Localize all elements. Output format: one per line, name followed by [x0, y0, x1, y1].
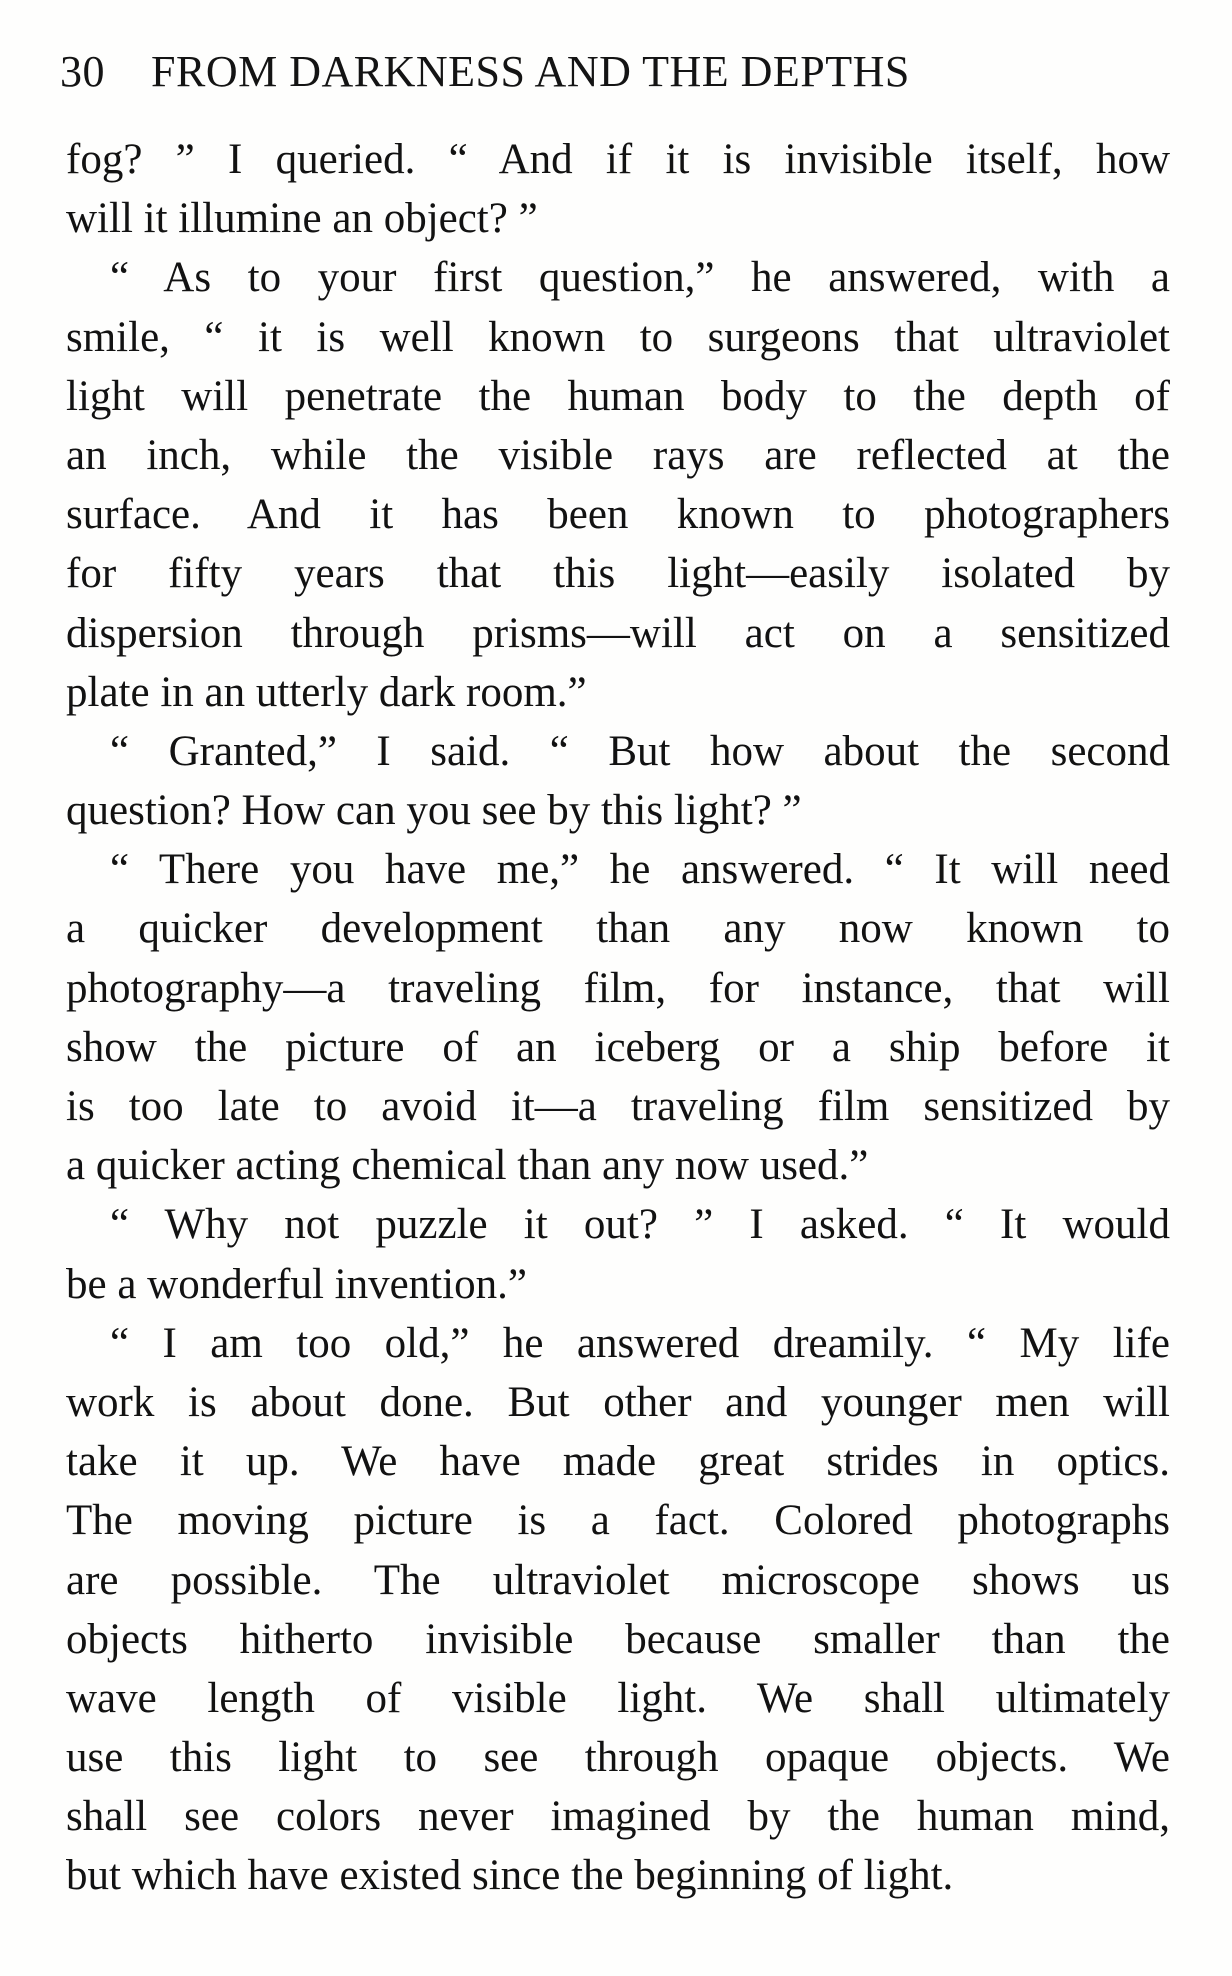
text-line: an inch, while the visible rays are reflected at the: [66, 431, 1170, 479]
text-line: objects hitherto invisible because smaller than the: [66, 1615, 1170, 1663]
text-line: “ Granted,” I said. “ But how about the second: [110, 727, 1170, 775]
text-line: light will penetrate the human body to the depth of: [66, 372, 1170, 420]
running-title: FROM DARKNESS AND THE DEPTHS: [151, 47, 910, 96]
text-line: “ I am too old,” he answered dreamily. “ My life: [110, 1319, 1170, 1367]
text-line: a quicker acting chemical than any now used.”: [66, 1142, 869, 1190]
text-line: fog? ” I queried. “ And if it is invisible itself, how: [66, 136, 1170, 183]
text-line: work is about done. But other and younger men will: [66, 1378, 1170, 1426]
text-line: shall see colors never imagined by the human mind,: [66, 1793, 1170, 1841]
text-line: show the picture of an iceberg or a ship before it: [66, 1023, 1170, 1071]
text-line: take it up. We have made great strides in optics.: [66, 1438, 1170, 1486]
text-line: “ As to your first question,” he answered, with a: [110, 254, 1170, 302]
text-line: plate in an utterly dark room.”: [66, 668, 587, 716]
text-line: use this light to see through opaque objects. We: [66, 1734, 1170, 1782]
text-line: “ There you have me,” he answered. “ It will need: [110, 846, 1170, 894]
text-line: dispersion through prisms—will act on a sensitized: [66, 609, 1170, 657]
text-line: for fifty years that this light—easily isolated by: [66, 550, 1170, 598]
text-line: photography—a traveling film, for instance, that will: [66, 964, 1170, 1012]
page-number: 30: [60, 47, 105, 96]
text-line: surface. And it has been known to photographers: [66, 491, 1170, 539]
text-line: is too late to avoid it—a traveling film sensitized by: [66, 1083, 1170, 1130]
text-line: will it illumine an object? ”: [66, 195, 538, 243]
text-line: but which have existed since the beginning of light.: [66, 1852, 954, 1900]
body-text: [66, 130, 1170, 1906]
text-line: The moving picture is a fact. Colored photographs: [66, 1497, 1170, 1545]
text-line: wave length of visible light. We shall ultimately: [66, 1674, 1170, 1722]
text-line: question? How can you see by this light? ”: [66, 787, 802, 835]
text-line: “ Why not puzzle it out? ” I asked. “ It would: [110, 1201, 1170, 1249]
text-line: a quicker development than any now known to: [66, 905, 1170, 953]
text-line: be a wonderful invention.”: [66, 1260, 527, 1308]
running-head: [60, 46, 1160, 97]
text-line: are possible. The ultraviolet microscope shows us: [66, 1556, 1170, 1604]
text-line: smile, “ it is well known to surgeons that ultraviolet: [66, 313, 1170, 361]
